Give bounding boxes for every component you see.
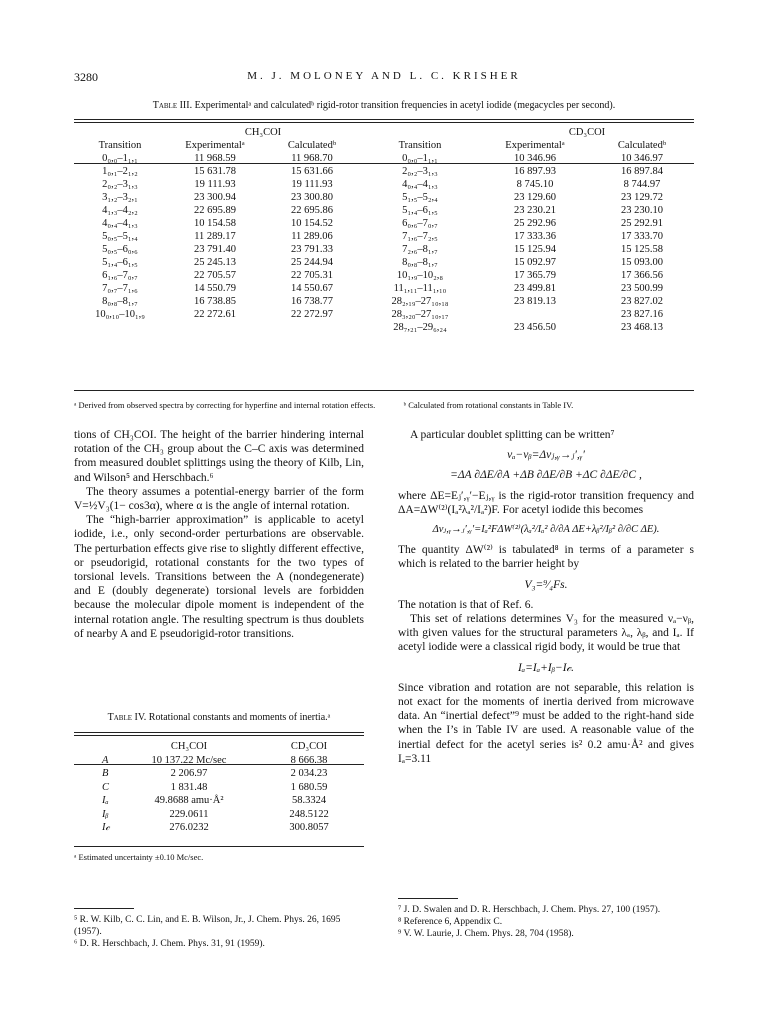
table3-cell: 25 292.96 — [514, 218, 556, 229]
equation-acetyl-iodide: Δνⱼ,ᵧ→ⱼ′,ᵧ′=Iₐ²FΔW⁽²⁾(λₐ²/Iₐ² ∂/∂A ΔE+λᵦ²/Iᵦ² ∂/∂C ΔE). — [432, 524, 660, 536]
table-row — [74, 308, 694, 321]
table3-cell: 15 631.78 — [194, 166, 236, 177]
table3-cell: 23 129.60 — [514, 192, 556, 203]
table3-cell: 23 129.72 — [621, 192, 663, 203]
left-paragraph-2: The theory assumes a potential-energy barrier of the form V=½V₃(1− cos3α), where α is the angle of internal rotation. — [74, 485, 364, 513]
table3-cell: 14 550.79 — [194, 283, 236, 294]
table3-cell: 8 745.10 — [516, 179, 554, 190]
table4-cell: Iₐ — [102, 795, 109, 806]
left-paragraph-1: tions of CH₃COI. The height of the barrier hindering internal rotation of the CH₃ group about the C–C axis was determined from measured doublet splittings using the theory of Kilb, Lin, and Wilson⁵ and Herschbach.⁶ — [74, 429, 364, 484]
table3-cell: 28₂,₁₉–27₁₀,₁₈ — [391, 296, 449, 307]
table3-bottom-rule — [74, 390, 694, 391]
footnote-6: ⁶ D. R. Herschbach, J. Chem. Phys. 31, 91 (1959). — [74, 939, 265, 949]
table4-cell: 1 680.59 — [290, 781, 328, 793]
right-paragraph-3: The quantity ΔW⁽²⁾ is tabulated⁸ in terms of a parameter s which is related to the barrier height by — [398, 544, 694, 571]
left-paragraph-3: The “high-barrier approximation” is applicable to acetyl iodide, i.e., only second-order perturbations are observable. The perturbation effects give rise to slightly different effective, or pseudorigid, rotational constants for the two types of torsional levels. Transitions between the A (nondegenerate) and E (doubly degenerate) torsional levels are forbidden because the molecular dipole moment is independent of the internal rotation angle. The resulting spectrum is thus doublets of nearby A and E pseudorigid-rotor transitions. — [74, 514, 364, 640]
right-paragraph-5: This set of relations determines V₃ for the measured νₐ−νᵦ, with given values for the structural parameters λₐ, λᵦ, and Iₐ. If acetyl iodide were a classical rigid body, it would be true that — [398, 613, 694, 654]
table3-cell: 0₀,₀–1₁,₁ — [402, 153, 438, 164]
table4-cell: 49.8688 amu·Å² — [154, 795, 224, 806]
table3-cell: 2₀,₂–3₁,₃ — [402, 166, 438, 177]
table3-cell: 10 154.52 — [291, 218, 333, 229]
table4-cell: A — [102, 754, 109, 766]
table3-cell — [166, 321, 264, 334]
table3-cell: 7₂,₆–8₁,₇ — [402, 244, 438, 255]
table3-cell: 4₁,₃–4₂,₂ — [102, 205, 138, 216]
table-row — [74, 808, 364, 822]
table-row — [74, 321, 694, 334]
table3-cell: 16 738.77 — [291, 296, 333, 307]
table3-cell: 25 292.91 — [621, 218, 663, 229]
table3-cell: 23 499.81 — [514, 283, 556, 294]
left-footnotes — [74, 914, 364, 950]
table4-footnote: ᵃ Estimated uncertainty ±0.10 Mc/sec. — [74, 852, 204, 862]
table4-cell: 2 034.23 — [290, 768, 328, 779]
table3-cell: 23 827.16 — [621, 309, 663, 320]
table3-cell: 22 695.86 — [291, 205, 333, 216]
table4-cell: Iᵦ — [102, 808, 109, 820]
table3-cell: 17 365.79 — [514, 270, 556, 281]
table3-cell: 23 300.80 — [291, 192, 333, 203]
footnote-7: ⁷ J. D. Swalen and D. R. Herschbach, J. Chem. Phys. 27, 100 (1957). — [398, 905, 661, 915]
table-row — [74, 295, 694, 308]
table3-cell — [264, 321, 360, 334]
table3-header-5: Calculatedᵇ — [617, 140, 667, 151]
table-row — [74, 230, 694, 243]
table-row — [74, 767, 364, 781]
equation-barrier: V₃=⁹⁄₄Fs. — [524, 578, 568, 591]
table3-header-4: Experimentalᵃ — [505, 140, 565, 151]
table3-cell: 10 346.96 — [514, 153, 556, 164]
table-row — [74, 217, 694, 230]
table4-cell: 276.0232 — [169, 822, 209, 833]
table4-cell: 2 206.97 — [170, 768, 208, 779]
table3-cell: 23 791.40 — [194, 244, 236, 255]
table3-cell: 14 550.67 — [291, 283, 333, 294]
table3-cell: 28₇,₂₁–29₆,₂₄ — [393, 322, 447, 333]
table4-cell: 10 137.22 Mc/sec — [151, 754, 227, 766]
table3-cell: 23 456.50 — [514, 322, 556, 333]
table3-cell: 4₀,₄–4₁,₃ — [402, 179, 438, 190]
table3-footnote-a: ᵃ Derived from observed spectra by correcting for hyperfine and internal rotation effects. — [74, 400, 376, 410]
table3-top-rule-2 — [74, 122, 694, 123]
table3-caption — [74, 100, 694, 111]
table3-top-rule — [74, 119, 694, 120]
table4-header-rule — [74, 764, 364, 765]
right-paragraph-1: A particular doublet splitting can be written⁷ — [410, 429, 615, 441]
table3-cell: 4₀,₄–4₁,₃ — [102, 218, 138, 229]
table-row — [74, 269, 694, 282]
table3-cell: 22 695.89 — [194, 205, 236, 216]
table3-cell: 2₀,₂–3₁,₃ — [102, 179, 138, 190]
table3-cell: 10₁,₉–10₂,₈ — [396, 270, 444, 281]
table3-cell: 22 705.57 — [194, 270, 236, 281]
table3-group-ch3coi: CH₃COI — [244, 127, 282, 138]
table-row — [74, 243, 694, 256]
table4-cell: I𝒸 — [102, 822, 110, 833]
table3-cell: 5₁,₄–6₁,₅ — [102, 257, 138, 268]
table3-cell: 25 245.13 — [194, 257, 236, 268]
table3-cell: 16 738.85 — [194, 296, 236, 307]
table3-cell: 8₀,₈–8₁,₇ — [102, 296, 138, 307]
table3-cell: 11₁,₁₁–11₁,₁₀ — [393, 283, 447, 294]
table3-cell — [74, 321, 166, 334]
footnote-8: ⁸ Reference 6, Appendix C. — [398, 917, 503, 927]
table3-cell: 22 705.31 — [291, 270, 333, 281]
table3-cell: 23 819.13 — [514, 296, 556, 307]
left-column — [74, 428, 364, 641]
right-paragraph-4: The notation is that of Ref. 6. — [398, 598, 534, 611]
table3-cell: 10 346.97 — [621, 153, 663, 164]
footnote-5: ⁵ R. W. Kilb, C. C. Lin, and E. B. Wilson, Jr., J. Chem. Phys. 26, 1695 (1957). — [74, 915, 341, 937]
table4-col-ch3coi: CH₃COI — [170, 741, 208, 752]
table4-cell: B — [102, 768, 109, 779]
table3-cell — [480, 308, 590, 321]
equation-splitting: νₐ−νᵦ=Δνⱼ,ᵧ→ⱼ′,ᵧ′ — [507, 449, 585, 462]
table3-cell: 22 272.61 — [194, 309, 236, 320]
right-paragraph-2: where ΔE=Eⱼ′,ᵧ′−Eⱼ,ᵧ is the rigid-rotor transition frequency and ΔA=ΔW⁽²⁾(Iₐ²λₐ²/Iₐ²)F. For acetyl iodide this becomes — [398, 489, 694, 516]
left-footnote-rule — [74, 908, 134, 909]
right-column — [398, 428, 694, 766]
right-paragraph-6: Since vibration and rotation are not separable, this relation is not exact for the moments of inertia derived from microwave data. An “inertial defect”⁹ must be added to the right-hand side when the I’s in Table IV are used. A reasonable value of the inertial defect for the acetyl series is² 0.2 amu·Å² and gives Iₐ=3.11 — [398, 681, 694, 765]
table-row — [74, 191, 694, 204]
table3-cell: 10 154.58 — [194, 218, 236, 229]
table3-cell: 11 289.17 — [194, 231, 236, 242]
table3-cell: 23 500.99 — [621, 283, 663, 294]
table3-cell: 15 631.66 — [291, 166, 333, 177]
running-header — [74, 70, 694, 88]
table3-header-2: Calculatedᵇ — [287, 140, 337, 151]
table3-label: Table III. — [152, 100, 193, 111]
table3-cell: 10₀,₁₀–10₁,₉ — [95, 309, 145, 320]
table3-cell: 19 111.93 — [291, 179, 333, 190]
table3-cell: 15 125.58 — [621, 244, 663, 255]
table3-cell: 23 791.33 — [291, 244, 333, 255]
table3-cell: 23 827.02 — [621, 296, 663, 307]
table3-cell: 17 366.56 — [621, 270, 663, 281]
table4-cell: 300.8057 — [289, 822, 329, 833]
table3-cell: 23 300.94 — [194, 192, 236, 203]
table4-col-cd3coi: CD₃COI — [290, 741, 328, 752]
table3-cell: 3₁,₂–3₂,₁ — [102, 192, 138, 203]
table3-cell: 6₁,₆–7₀,₇ — [102, 270, 138, 281]
table3-cell: 5₀,₅–6₀,₆ — [102, 244, 138, 255]
table3-cell: 11 289.06 — [291, 231, 333, 242]
table4-cell: 1 831.48 — [170, 781, 208, 793]
table4-cell: 248.5122 — [289, 808, 329, 820]
table3-cell: 17 333.70 — [621, 231, 663, 242]
table4-cell: C — [102, 781, 110, 793]
table4-label: Table IV. — [107, 712, 147, 723]
table-row — [74, 282, 694, 295]
author-line: M. J. MOLONEY AND L. C. KRISHER — [247, 70, 521, 82]
table3-cell: 22 272.97 — [291, 309, 333, 320]
table3 — [74, 126, 694, 334]
table3-footnotes — [74, 400, 694, 410]
table3-cell: 5₀,₅–5₁,₄ — [102, 231, 138, 242]
table-row — [74, 781, 364, 795]
table3-cell: 15 092.97 — [514, 257, 556, 268]
equation-inertia: Iₐ=Iₐ+Iᵦ−I𝒸. — [517, 661, 575, 674]
table4-caption — [74, 712, 364, 723]
table3-header-rule — [74, 163, 694, 164]
table3-header-0: Transition — [98, 140, 142, 151]
table3-cell: 6₀,₆–7₀,₇ — [402, 218, 438, 229]
table3-cell: 23 468.13 — [621, 322, 663, 333]
table4 — [74, 740, 364, 835]
table3-cell: 16 897.84 — [621, 166, 663, 177]
table-row — [74, 204, 694, 217]
table-row — [74, 178, 694, 191]
table4-cell: 229.0611 — [169, 808, 209, 820]
equation-splitting-expansion: =ΔA ∂ΔE/∂A +ΔB ∂ΔE/∂B +ΔC ∂ΔE/∂C , — [450, 469, 642, 482]
table3-caption-text: Experimentalᵃ and calculatedᵇ rigid-rotor transition frequencies in acetyl iodide (megacycles per second). — [194, 100, 616, 111]
table3-cell: 5₁,₅–5₂,₄ — [402, 192, 438, 203]
table3-cell: 5₁,₄–6₁,₅ — [402, 205, 438, 216]
table4-cell: 8 666.38 — [290, 754, 328, 766]
table4-cell: 58.3324 — [291, 795, 327, 806]
right-footnote-rule — [398, 898, 458, 899]
table3-cell: 0₀,₀–1₁,₁ — [102, 153, 138, 164]
table4-top-rule-2 — [74, 735, 364, 736]
table3-cell: 19 111.93 — [194, 179, 236, 190]
table4-top-rule — [74, 732, 364, 733]
right-footnotes — [398, 904, 694, 940]
table3-header-3: Transition — [398, 140, 442, 151]
table3-cell: 15 093.00 — [621, 257, 663, 268]
table3-cell: 8₀,₈–8₁,₇ — [402, 257, 438, 268]
table3-cell: 11 968.59 — [194, 153, 236, 164]
table3-group-cd3coi: CD₃COI — [568, 127, 606, 138]
table3-cell: 16 897.93 — [514, 166, 556, 177]
table-row — [74, 165, 694, 178]
table3-cell: 7₁,₆–7₂,₅ — [402, 231, 438, 242]
table-row — [74, 821, 364, 835]
table-row — [74, 794, 364, 808]
table3-cell: 8 744.97 — [623, 179, 661, 190]
table4-bottom-rule — [74, 846, 364, 847]
table3-cell: 25 244.94 — [291, 257, 333, 268]
table3-cell: 23 230.10 — [621, 205, 663, 216]
table-row — [74, 256, 694, 269]
table3-header-1: Experimentalᵃ — [185, 140, 245, 151]
table3-cell: 1₀,₁–2₁,₂ — [102, 166, 138, 177]
table3-cell: 15 125.94 — [514, 244, 556, 255]
table3-cell: 17 333.36 — [514, 231, 556, 242]
table3-footnote-b: ᵇ Calculated from rotational constants in Table IV. — [403, 400, 574, 410]
footnote-9: ⁹ V. W. Laurie, J. Chem. Phys. 28, 704 (1958). — [398, 929, 574, 939]
table3-cell: 23 230.21 — [514, 205, 556, 216]
table3-cell: 28₃,₂₀–27₁₀,₁₇ — [391, 309, 449, 320]
page-number: 3280 — [74, 70, 98, 84]
table4-caption-text: Rotational constants and moments of inertia.ᵃ — [148, 712, 331, 723]
table3-cell: 11 968.70 — [291, 153, 333, 164]
table3-cell: 7₀,₇–7₁,₆ — [102, 283, 138, 294]
